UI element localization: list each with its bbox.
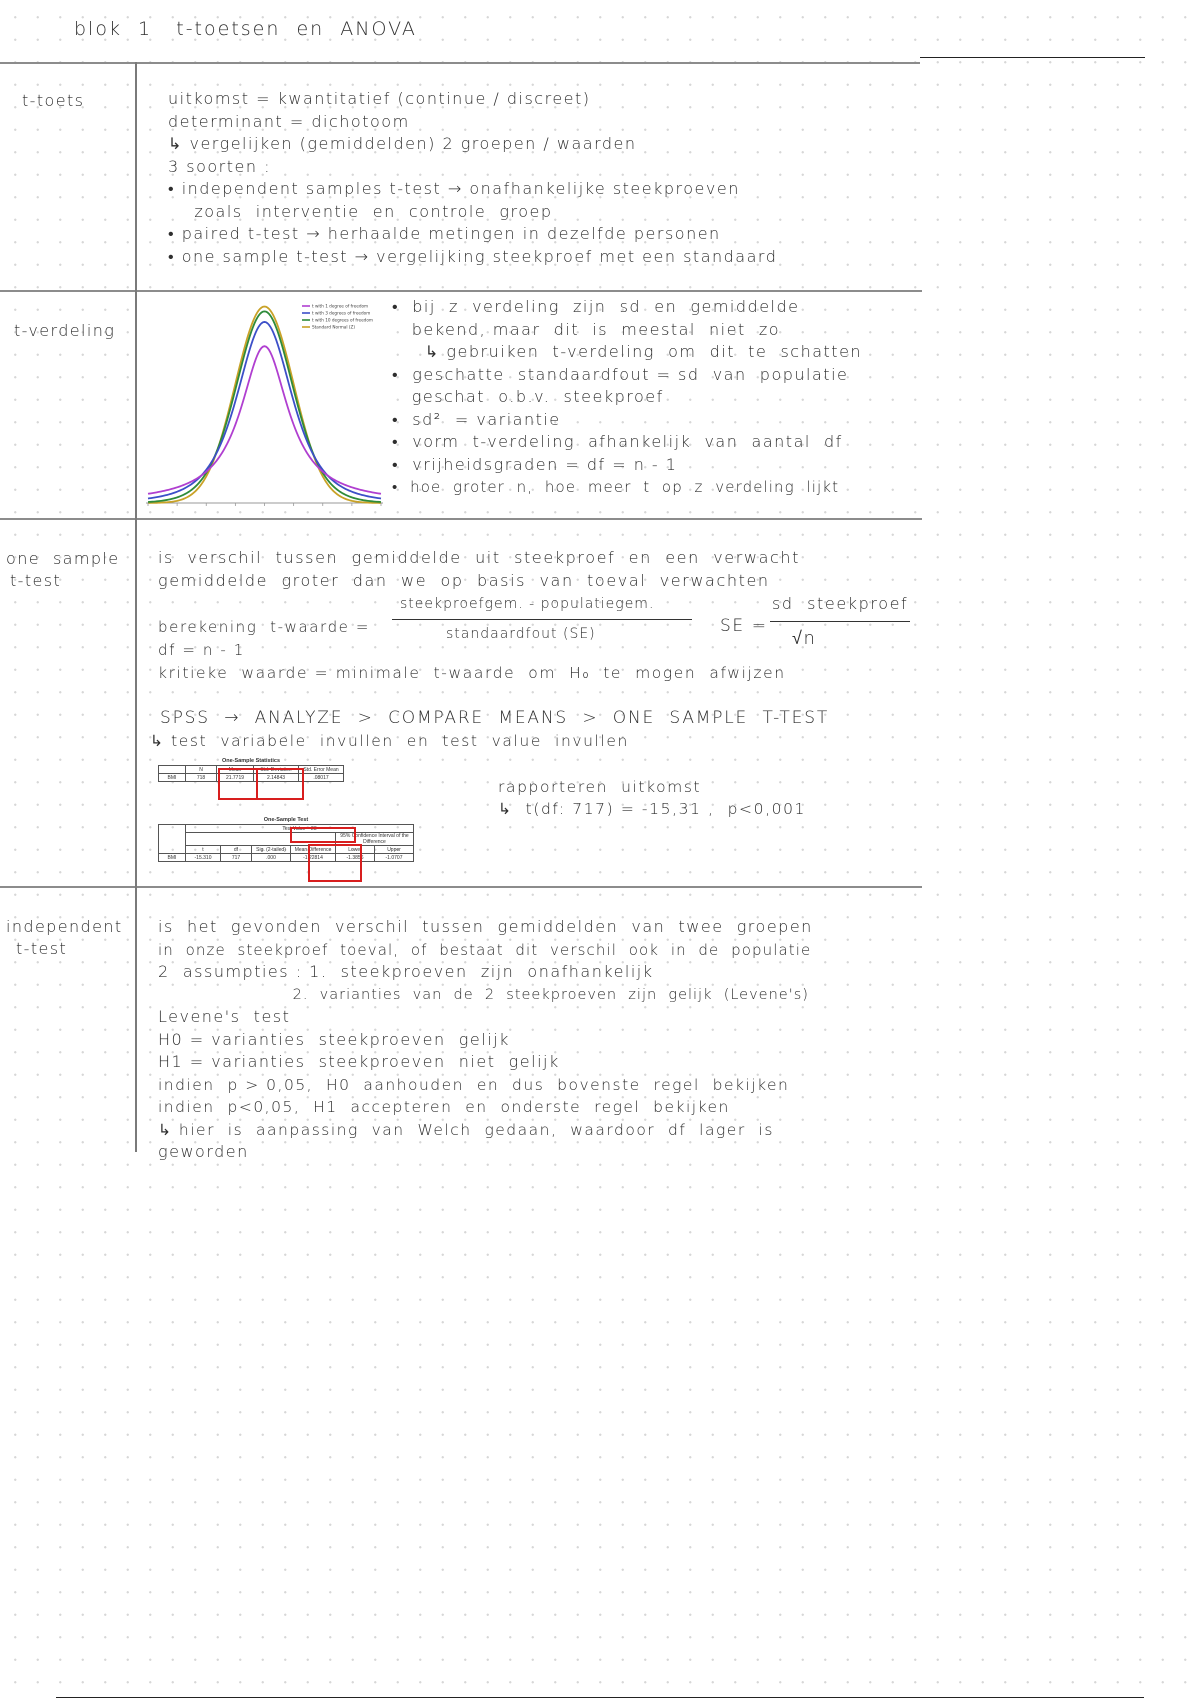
spss-test-cell: -1.22814 [291, 854, 336, 862]
independent-line: indien p > 0,05, H0 aanhouden en dus bovenste regel bekijken [158, 1075, 790, 1094]
divider-3 [0, 886, 922, 888]
spss-stats-caption: One-Sample Statistics [221, 758, 281, 764]
se-formula-label: SE = [720, 616, 768, 636]
t-toets-notes [168, 88, 777, 268]
page-title: blok 1 t-toetsen en ANOVA [74, 18, 417, 40]
report-value: ↳ t(df: 717) = -15,31 , p<0,001 [498, 800, 807, 818]
spss-test-cell: -15.310 [186, 854, 221, 862]
legend-label: t with 10 degrees of freedom [312, 317, 373, 323]
spss-stats-header: Std. Error Mean [299, 766, 344, 774]
t-formula-fraction-bar [392, 619, 692, 620]
critical-value-line: kritieke waarde = minimale t-waarde om H₀ te mogen afwijzen [158, 664, 786, 682]
legend-label: t with 3 degrees of freedom [312, 310, 371, 316]
spss-test-cell: -1.0707 [375, 854, 414, 862]
independent-line: geworden [158, 1142, 249, 1161]
t-toets-line: • paired t-test → herhaalde metingen in dezelfde personen [168, 224, 721, 243]
report-label: rapporteren uitkomst [498, 778, 702, 796]
highlight-std-deviation [256, 768, 304, 800]
t-distribution-chart [142, 296, 387, 511]
independent-line: H0 = varianties steekproeven gelijk [158, 1029, 510, 1049]
spss-instruction: ↳ test variabele invullen en test value invullen [150, 732, 629, 750]
t-toets-line: • independent samples t-test → onafhankelijke steekproeven [168, 179, 740, 198]
spss-test-cell: -1.3856 [336, 854, 375, 862]
title-rule [920, 57, 1145, 58]
t-verdeling-line: geschat o.b.v. steekproef [392, 387, 664, 406]
spss-test-header: Mean Difference [291, 846, 336, 854]
spss-one-sample-test [158, 817, 414, 862]
spss-stats-cell: 21.7719 [217, 774, 254, 782]
t-verdeling-line: bekend, maar dit is meestal niet zo [392, 319, 781, 339]
independent-line: ↳ hier is aanpassing van Welch gedaan, waardoor df lager is [158, 1120, 774, 1139]
spss-test-header: df [221, 846, 252, 854]
t-verdeling-line: • sd² = variantie [392, 409, 561, 429]
t-verdeling-notes [392, 296, 862, 499]
se-formula-fraction-bar [770, 621, 910, 622]
legend-label: t with 1 degree of freedom [312, 303, 369, 309]
label-t-toets: t-toets [22, 91, 85, 110]
divider-1 [0, 290, 922, 292]
t-verdeling-line: • bij z verdeling zijn sd en gemiddelde [392, 297, 800, 316]
t-toets-line: determinant = dichotoom [168, 111, 410, 131]
divider-2 [0, 518, 922, 520]
se-formula-denominator: √n [792, 628, 817, 649]
legend-label: Standard Normal (Z) [312, 324, 355, 330]
t-formula-label: berekening t-waarde = [158, 618, 371, 636]
margin-line [135, 62, 137, 1152]
t-formula-denominator: standaardfout (SE) [446, 626, 596, 642]
page-bottom-rule [56, 1697, 1144, 1698]
spss-stats-cell: 718 [186, 774, 217, 782]
t-verdeling-line: • vorm t-verdeling afhankelijk van aantal df [392, 432, 843, 451]
highlight-mean-difference [308, 844, 362, 882]
t-formula-numerator: steekproefgem. - populatiegem. [400, 596, 655, 612]
one-sample-intro-1: is verschil tussen gemiddelde uit steekproef en een verwacht [158, 548, 801, 567]
spss-stats-cell: BMI [159, 774, 186, 782]
spss-test-cell: .000 [252, 854, 291, 862]
spss-test-cell: 717 [221, 854, 252, 862]
spss-stats-header [159, 766, 186, 774]
independent-line: 2 assumpties : 1. steekproeven zijn onafhankelijk [158, 962, 654, 981]
spss-test-ci-header: 95% Confidence Interval of the Difference [336, 833, 414, 846]
spss-path: SPSS → ANALYZE > COMPARE MEANS > ONE SAMPLE T-TEST [160, 708, 830, 728]
spss-test-header: t [186, 846, 221, 854]
t-toets-line: • one sample t-test → vergelijking steekproef met een standaard [168, 246, 778, 266]
divider-top [0, 62, 920, 64]
label-t-verdeling: t-verdeling [14, 321, 116, 340]
spss-stats-header: Mean [217, 766, 254, 774]
t-verdeling-line: • hoe groter n, hoe meer t op z verdeling lijkt [392, 478, 840, 496]
t-verdeling-line: • vrijheidsgraden = df = n - 1 [392, 454, 678, 474]
label-one-sample-line1: one sample [6, 549, 120, 568]
spss-test-header: Sig. (2-tailed) [252, 846, 291, 854]
spss-test-spacer [159, 833, 186, 846]
label-independent-line2: t-test [16, 939, 68, 958]
spss-test-cell: BMI [159, 854, 186, 862]
highlight-test-value [290, 827, 356, 843]
spss-test-header: Lower [336, 846, 375, 854]
independent-line: Levene's test [158, 1007, 291, 1026]
t-toets-line: zoals interventie en controle groep [168, 201, 553, 221]
independent-line: is het gevonden verschil tussen gemiddelden van twee groepen [158, 917, 813, 936]
spss-test-header [159, 846, 186, 854]
label-one-sample [6, 548, 120, 592]
spss-stats-header: Std. Deviation [254, 766, 299, 774]
t-verdeling-line: ↳ gebruiken t-verdeling om dit te schatten [392, 342, 863, 361]
one-sample-intro-2: gemiddelde groter dan we op basis van toeval verwachten [158, 571, 770, 590]
se-formula-numerator: sd steekproef [772, 594, 909, 613]
independent-line: H1 = varianties steekproeven niet gelijk [158, 1052, 560, 1071]
t-toets-line: 3 soorten : [168, 156, 271, 176]
t-verdeling-line: • geschatte standaardfout = sd van populatie [392, 364, 849, 384]
t-toets-line: ↳ vergelijken (gemiddelden) 2 groepen / waarden [168, 134, 637, 153]
spss-test-spacer [159, 825, 186, 833]
independent-notes [158, 916, 813, 1164]
label-independent [6, 916, 123, 960]
t-toets-line: uitkomst = kwantitatief (continue / discreet) [168, 89, 591, 108]
spss-stats-cell: .08017 [299, 774, 344, 782]
independent-line: indien p<0,05, H1 accepteren en onderste regel bekijken [158, 1098, 730, 1116]
label-independent-line1: independent [6, 917, 123, 936]
spss-test-value: Test Value = 23 [186, 825, 414, 833]
spss-test-caption: One-Sample Test [263, 817, 309, 823]
spss-stats-header: N [186, 766, 217, 774]
highlight-mean [218, 768, 258, 800]
independent-line: in onze steekproef toeval, of bestaat dit verschil ook in de populatie [158, 940, 812, 959]
spss-test-header: Upper [375, 846, 414, 854]
df-line: df = n - 1 [158, 641, 245, 659]
independent-line: 2. varianties van de 2 steekproeven zijn gelijk (Levene's) [158, 986, 809, 1003]
spss-stats-cell: 2.14843 [254, 774, 299, 782]
label-one-sample-line2: t-test [10, 571, 62, 590]
